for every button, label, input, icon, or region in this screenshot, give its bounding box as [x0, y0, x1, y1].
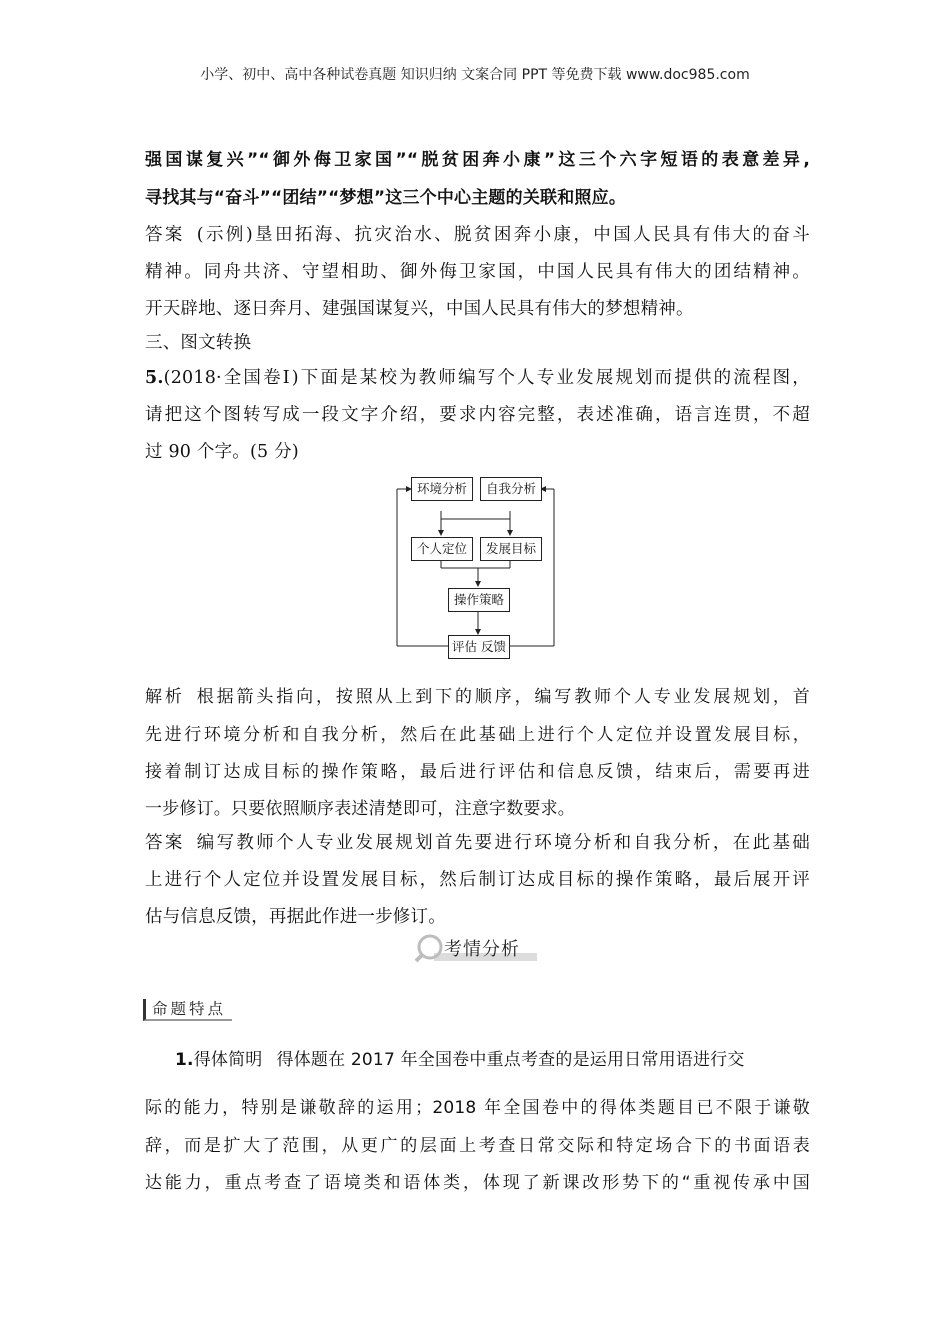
answer4-line-3: 开天辟地、逐日奔月、建强国谋复兴，中国人民具有伟大的梦想精神。	[145, 299, 694, 319]
answer-label: 答案	[145, 225, 185, 245]
point1-line-1	[175, 1048, 810, 1072]
kaoqing-title: 考情分析	[444, 939, 520, 960]
question5-text-1: (2018·全国卷Ⅰ)下面是某校为教师编写个人专业发展规划而提供的流程图，	[163, 368, 810, 388]
node-operation-strategy: 操作策略	[448, 588, 510, 612]
question5-line-1	[145, 366, 810, 390]
node-personal-positioning: 个人定位	[411, 537, 473, 561]
question-number: 5.	[145, 368, 164, 388]
answer-label: 答案	[145, 833, 185, 853]
answer4-line-1	[145, 223, 810, 247]
answer5-text-1: 编写教师个人专业发展规划首先要进行环境分析和自我分析，在此基础	[196, 833, 811, 853]
node-self-analysis: 自我分析	[480, 477, 542, 501]
kaoqing-badge	[414, 931, 539, 965]
analysis-label: 解析	[145, 687, 185, 707]
analysis-text-1: 根据箭头指向，按照从上到下的顺序，编写教师个人专业发展规划，首	[196, 687, 811, 707]
page-header: 小学、初中、高中各种试卷真题 知识归纳 文案合同 PPT 等免费下载 www.doc985.com	[200, 67, 750, 83]
section-title: 三、图文转换	[145, 333, 252, 353]
question5-line-2: 请把这个图转写成一段文字介绍，要求内容完整，表述准确，语言连贯，不超	[145, 405, 810, 425]
node-evaluation-feedback: 评估 反馈	[448, 635, 510, 659]
analysis-line-1	[145, 685, 810, 709]
answer4-line-2: 精神。同舟共济、守望相助、御外侮卫家国，中国人民具有伟大的团结精神。	[145, 262, 810, 282]
answer4-text-1: (示例)垦田拓海、抗灾治水、脱贫困奔小康，中国人民具有伟大的奋斗	[196, 225, 810, 245]
analysis-line-2: 先进行环境分析和自我分析，然后在此基础上进行个人定位并设置发展目标，	[145, 725, 810, 745]
flowchart	[391, 473, 559, 663]
analysis-line-3: 接着制订达成目标的操作策略，最后进行评估和信息反馈，结束后，需要再进	[145, 762, 810, 782]
point1-line-3: 辞，而是扩大了范围，从更广的层面上考查日常交际和特定场合下的书面语表	[145, 1136, 810, 1156]
point1-line-4: 达能力，重点考查了语境类和语体类，体现了新课改形势下的“重视传承中国	[145, 1173, 810, 1193]
point-number: 1.	[175, 1050, 194, 1070]
point1-text-1: 得体题在 2017 年全国卷中重点考查的是运用日常用语进行交	[276, 1050, 745, 1070]
intro-line-2: 寻找其与“奋斗”“团结”“梦想”这三个中心主题的关联和照应。	[145, 188, 627, 208]
mingti-section-label: 命题特点	[143, 999, 232, 1021]
node-environment-analysis: 环境分析	[411, 477, 473, 501]
answer5-line-3: 估与信息反馈，再据此作进一步修订。	[145, 907, 446, 927]
answer5-line-1	[145, 831, 810, 855]
analysis-line-4: 一步修订。只要依照顺序表述清楚即可，注意字数要求。	[145, 799, 575, 819]
point1-heading: 得体简明	[193, 1050, 263, 1070]
point1-line-2: 际的能力，特别是谦敬辞的运用；2018 年全国卷中的得体类题目已不限于谦敬	[145, 1098, 810, 1118]
answer5-line-2: 上进行个人定位并设置发展目标，然后制订达成目标的操作策略，最后展开评	[145, 870, 810, 890]
intro-line-1: 强国谋复兴”“御外侮卫家国”“脱贫困奔小康”这三个六字短语的表意差异,	[145, 150, 810, 170]
question5-line-3: 过 90 个字。(5 分)	[145, 442, 299, 462]
node-development-goal: 发展目标	[480, 537, 542, 561]
